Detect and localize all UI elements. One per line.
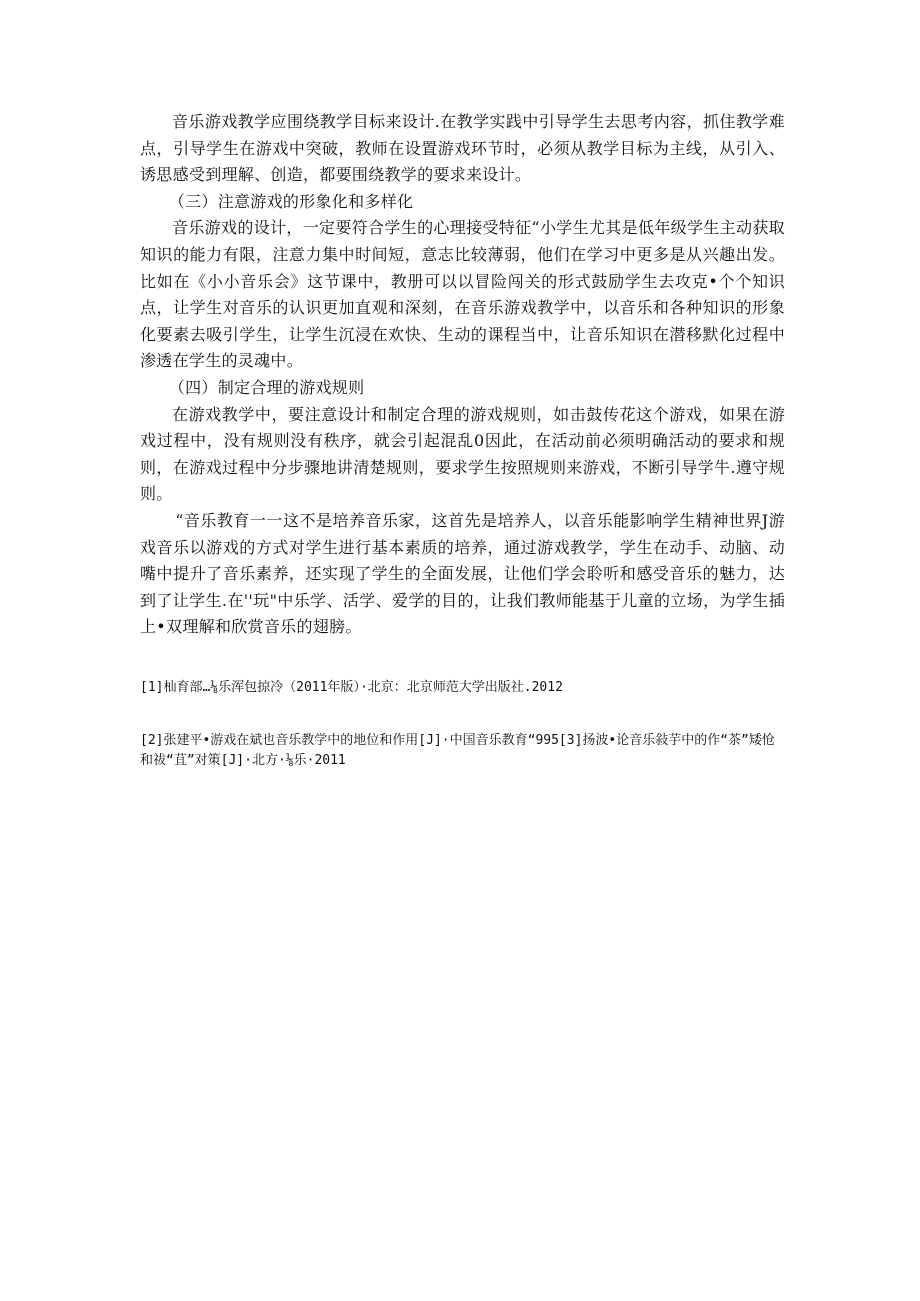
paragraph-conclusion: “音乐教育一一这不是培养音乐家，这首先是培养人，以音乐能影响学生精神世界J游戏音乐以游戏的方式对学生进行基本素质的培养，通过游戏教学，学生在动手、动脑、动嘴中提升了音乐素养，还实现了学生的全面发展，让他们学会聆听和感受音乐的魅力，达到了让学生.在''玩"中乐学、活学、爱学的目的，让我们教师能基于儿童的立场，为学生插上•双理解和欣赏音乐的翅膀。 <box>140 510 785 637</box>
section-heading-4: （四）制定合理的游戏规则 <box>168 377 365 397</box>
paragraph-game-imagery: 音乐游戏的设计，一定要符合学生的心理接受特征“小学生尤其是低年级学生主动获取知识的能力有限，注意力集中时间短，意志比较薄弱，他们在学习中更多是从兴趣出发。比如在《小小音乐会》这节课中，教册可以以冒险闯关的形式鼓励学生去攻克•个个知识点，让学生对音乐的认识更加直观和深刻，在音乐游戏教学中，以音乐和各种知识的形象化要素去吸引学生，让学生沉浸在欢快、生动的课程当中，让音乐知识在潜移默化过程中渗透在学生的灵魂中。 <box>140 218 785 371</box>
reference-list-item <box>140 731 785 771</box>
section-heading-3: （三）注意游戏的形象化和多样化 <box>168 191 414 211</box>
paragraph-game-design-goals: 音乐游戏教学应围绕教学目标来设计.在教学实践中引导学生去思考内容，抓住教学难点，引导学生在游戏中突破，教师在设置游戏环节时，必须从教学目标为主线，从引入、诱思感受到理解、创造，都要围绕教学的要求来设计。 <box>140 112 785 185</box>
reference-2: [2]张建平•游戏在斌也音乐教学中的地位和作用[J]·中国音乐教育“995[3]扬波•论音乐敍芋中的作“茶”矮怆和祓“苴”对策[J]·北方·⅛乐·2011 <box>140 733 775 768</box>
reference-list-item <box>140 678 785 698</box>
body-text <box>140 109 785 641</box>
paragraph-game-rules: 在游戏教学中，要注意设计和制定合理的游戏规则，如击鼓传花这个游戏，如果在游戏过程中，没有规则没有秩序，就会引起混乱0因此，在活动前必须明确活动的要求和规则，在游戏过程中分步骤地讲清楚规则，要求学生按照规则来游戏，不断引导学牛.遵守规则。 <box>140 404 785 504</box>
reference-1: [1]杣育部…⅛乐浑包掠冷（2011年版）·北京：北京师范大学出版社.2012 <box>140 680 563 695</box>
